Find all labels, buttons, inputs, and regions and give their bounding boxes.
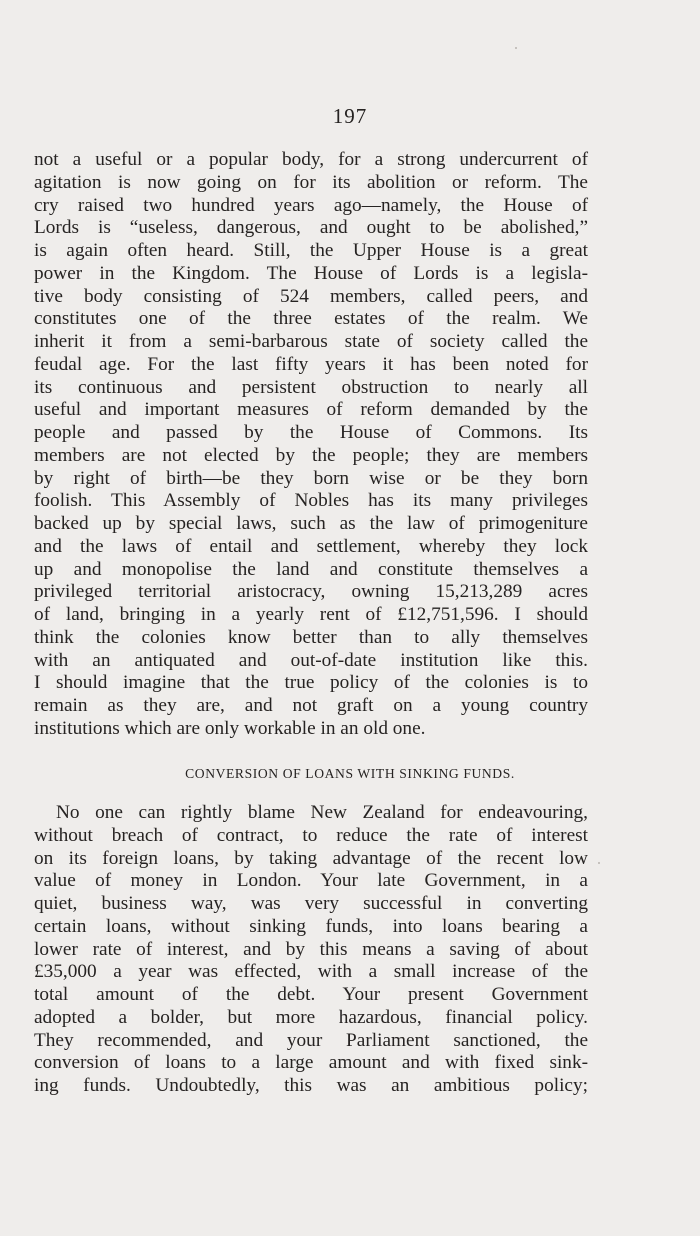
text-line: ing funds. Undoubtedly, this was an ambitious policy; [34, 1075, 588, 1096]
text-line: backed up by special laws, such as the law of primogeniture [34, 513, 588, 534]
text-line: Lords is “useless, dangerous, and ought to be abolished,” [34, 217, 588, 239]
paragraph-abolition-house-of-lords [34, 149, 588, 741]
text-line: certain loans, without sinking funds, into loans bearing a [34, 915, 588, 937]
paper-speck [598, 862, 600, 864]
text-line: of land, bringing in a yearly rent of £12,751,596. I should [34, 604, 588, 625]
page-number: 197 [332, 104, 368, 128]
text-line: power in the Kingdom. The House of Lords is a legisla- [34, 262, 588, 284]
text-line: foolish. This Assembly of Nobles has its many privileges [34, 490, 588, 512]
text-line: tive body consisting of 524 members, called peers, and [34, 285, 588, 307]
text-line: feudal age. For the last fifty years it has been noted for [34, 353, 588, 375]
text-line: They recommended, and your Parliament sanctioned, the [34, 1029, 588, 1051]
text-line: No one can rightly blame New Zealand for endeavouring, [56, 802, 588, 823]
text-line: I should imagine that the true policy of the colonies is to [34, 672, 588, 694]
section-heading: CONVERSION OF LOANS WITH SINKING FUNDS. [185, 766, 515, 781]
text-line: agitation is now going on for its abolition or reform. The [34, 171, 588, 193]
text-line: inherit it from a semi-barbarous state of society called the [34, 331, 588, 352]
text-line: quiet, business way, was very successful in converting [34, 893, 588, 914]
text-line: not a useful or a popular body, for a strong undercurrent of [34, 149, 588, 170]
text-line: institutions which are only workable in an old one. [34, 717, 426, 739]
text-line: £35,000 a year was effected, with a small increase of the [34, 961, 588, 983]
text-line: members are not elected by the people; they are members [34, 444, 588, 466]
text-line: is again often heard. Still, the Upper House is a great [34, 240, 588, 261]
text-line: think the colonies know better than to ally themselves [34, 626, 588, 648]
text-line: by right of birth—be they born wise or be they born [34, 467, 588, 489]
text-line: conversion of loans to a large amount and with fixed sink- [34, 1052, 588, 1074]
text-line: value of money in London. Your late Government, in a [34, 870, 588, 892]
text-line: lower rate of interest, and by this means a saving of about [34, 938, 588, 960]
text-line: constitutes one of the three estates of the realm. We [34, 308, 588, 330]
text-line: cry raised two hundred years ago—namely, the House of [34, 194, 588, 216]
text-line: remain as they are, and not graft on a young country [34, 695, 588, 716]
text-line: on its foreign loans, by taking advantage of the recent low [34, 847, 588, 869]
text-line: total amount of the debt. Your present Government [34, 984, 588, 1005]
paragraph-conversion-of-loans [34, 802, 588, 1098]
paper-speck [515, 47, 517, 49]
text-line: adopted a bolder, but more hazardous, financial policy. [34, 1006, 588, 1028]
text-line: its continuous and persistent obstruction to nearly all [34, 376, 588, 398]
text-line: without breach of contract, to reduce the rate of interest [34, 824, 588, 846]
text-line: up and monopolise the land and constitute themselves a [34, 558, 588, 580]
text-line: people and passed by the House of Commons. Its [34, 422, 588, 443]
text-line: with an antiquated and out-of-date institution like this. [34, 649, 588, 671]
text-line: and the laws of entail and settlement, whereby they lock [34, 535, 588, 557]
text-line: privileged territorial aristocracy, owning 15,213,289 acres [34, 581, 588, 603]
text-line: useful and important measures of reform demanded by the [34, 399, 588, 421]
